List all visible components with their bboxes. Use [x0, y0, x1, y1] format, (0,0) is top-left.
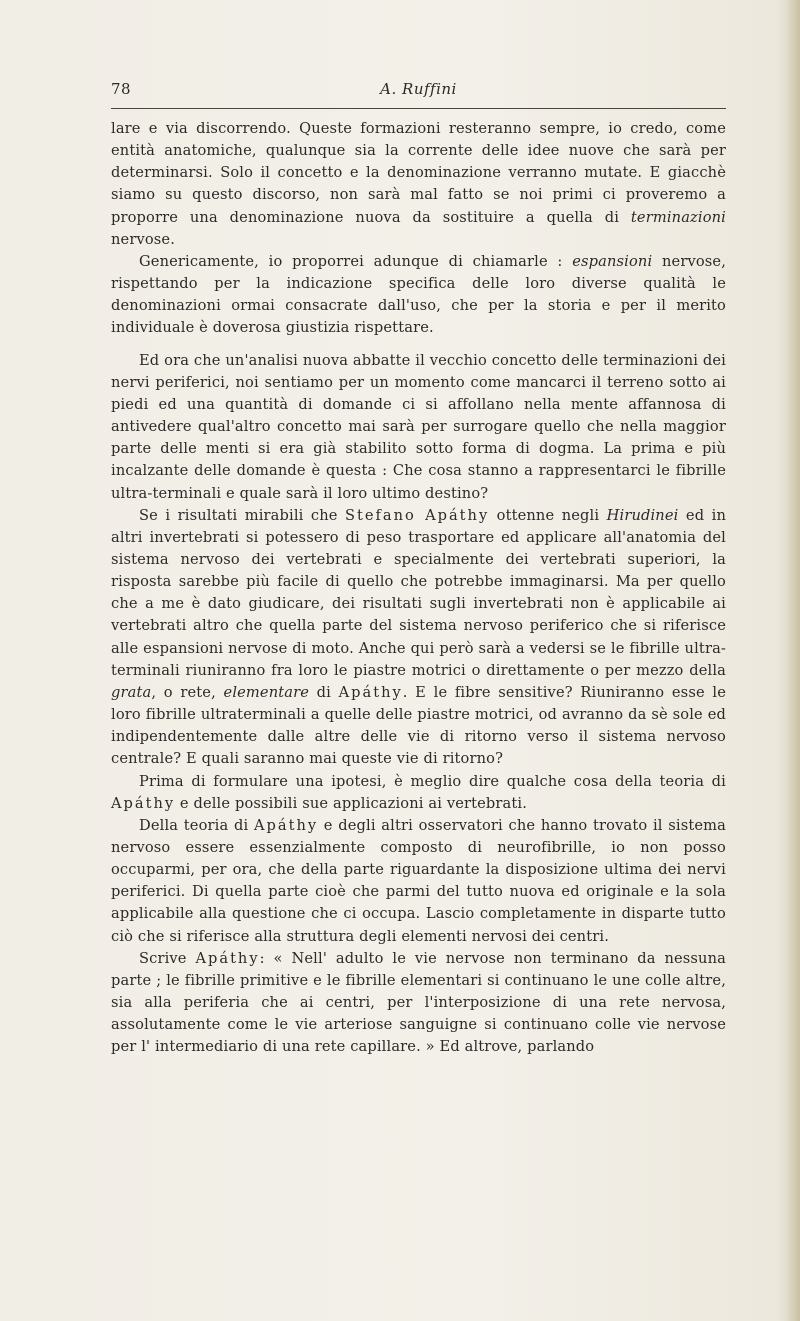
- text-run: nervose, rispettando per la indicazione specifica delle loro diverse qualità le denominazioni ormai consacrate dall'uso, che per la storia e per il merito individuale è doverosa giustizia rispettare.: [111, 252, 726, 337]
- paragraph: [111, 118, 726, 251]
- spaced-name: Apáthy: [254, 816, 319, 834]
- spaced-name: Apáthy: [195, 949, 260, 967]
- text-run: Scrive: [139, 949, 196, 967]
- text-run: ottenne negli: [489, 506, 607, 524]
- paragraph: [111, 948, 726, 1059]
- text-run: , o rete,: [151, 683, 224, 701]
- text-run: Genericamente, io proporrei adunque di chiamarle :: [139, 252, 573, 270]
- italic-text: terminazioni: [630, 208, 726, 226]
- paragraph: [111, 350, 726, 505]
- body-text: [111, 118, 726, 1059]
- text-run: Ed ora che un'analisi nuova abbatte il vecchio concetto delle terminazioni dei nervi periferici, noi sentiamo per un momento come mancarci il terreno sotto ai piedi ed una quantità di domande ci si affollano nella mente affannosa di antivedere qual'altro concetto mai sarà per surrogare quello che nella maggior parte delle menti si era già stabilito sotto forma di dogma. La prima e più incalzante delle domande è questa : Che cosa stanno a rappresentarci le fibrille ultra-terminali e quale sarà il loro ultimo destino?: [111, 351, 726, 502]
- page-header: [111, 80, 726, 106]
- text-run: di: [309, 683, 339, 701]
- paragraph: [111, 815, 726, 948]
- italic-text: espansioni: [572, 252, 653, 270]
- italic-text: grata: [111, 683, 152, 701]
- text-run: : « Nell' adulto le vie nervose non terminano da nessuna parte ; le fibrille primitive e le fibrille elementari si continuano le une colle altre, sia alla periferia che ai centri, per l'interposizione di una rete nervosa, assolutamente come le vie arteriose sanguigne si continuano colle vie nervose per l' intermediario di una rete capillare. » Ed altrove, parlando: [111, 949, 727, 1056]
- text-run: ed in altri invertebrati si potessero di peso trasportare ed applicare all'anatomia del sistema nervoso dei vertebrati e specialmente dei vertebrati superiori, la risposta sarebbe più facile di quello che potrebbe immaginarsi. Ma per quello che a me è dato giudicare, dei risultati sugli invertebrati non è applicabile ai vertebrati altro che quella parte del sistema nervoso periferico che si riferisce alle espansioni nervose di moto. Anche qui però sarà a vedersi se le fibrille ultra-terminali riuniranno fra loro le piastre motrici o direttamente o per mezzo della: [111, 506, 727, 679]
- text-run: . E le fibre sensitive? Riuniranno esse le loro fibrille ultraterminali a quelle delle piastre motrici, od avranno da sè sole ed indipendentemente dalle altre delle vie di ritorno verso il sistema nervoso centrale? E quali saranno mai queste vie di ritorno?: [111, 683, 726, 768]
- text-run: lare e via discorrendo. Queste formazioni resteranno sempre, io credo, come entità anatomiche, qualunque sia la corrente delle idee nuove che sarà per determinarsi. Solo il concetto e la denominazione verranno mutate. E giacchè siamo su questo discorso, non sarà mal fatto se noi primi ci proveremo a proporre una denominazione nuova da sostituire a quella di: [111, 120, 726, 226]
- italic-text: Hirudinei: [606, 506, 679, 524]
- paragraph: [111, 505, 726, 771]
- header-rule: [111, 108, 726, 109]
- running-head: A. Ruffini: [380, 80, 457, 98]
- italic-text: elementare: [223, 683, 310, 701]
- text-run: nervose.: [111, 230, 176, 248]
- text-run: Prima di formulare una ipotesi, è meglio dire qualche cosa della teoria di: [139, 772, 726, 790]
- text-run: e degli altri osservatori che hanno trovato il sistema nervoso essere essenzialmente composto di neurofibrille, io non posso occuparmi, per ora, che della parte riguardante la disposizione ultima dei nervi periferici. Di quella parte cioè che parmi del tutto nuova ed originale e la sola applicabile alla questione che ci occupa. Lascio completamente in disparte tutto ciò che si riferisce alla struttura degli elementi nervosi dei centri.: [111, 816, 726, 945]
- text-run: Se i risultati mirabili che: [139, 506, 346, 524]
- page-edge-shadow: [786, 0, 800, 1321]
- spaced-name: Apáthy: [111, 794, 176, 812]
- spaced-name: Apáthy: [338, 683, 403, 701]
- paragraph: [111, 771, 726, 815]
- paragraph: [111, 251, 726, 340]
- text-run: Della teoria di: [139, 816, 254, 834]
- page-number: 78: [111, 80, 132, 98]
- spaced-name: Stefano Apáthy: [345, 506, 490, 524]
- text-run: e delle possibili sue applicazioni ai vertebrati.: [175, 794, 528, 812]
